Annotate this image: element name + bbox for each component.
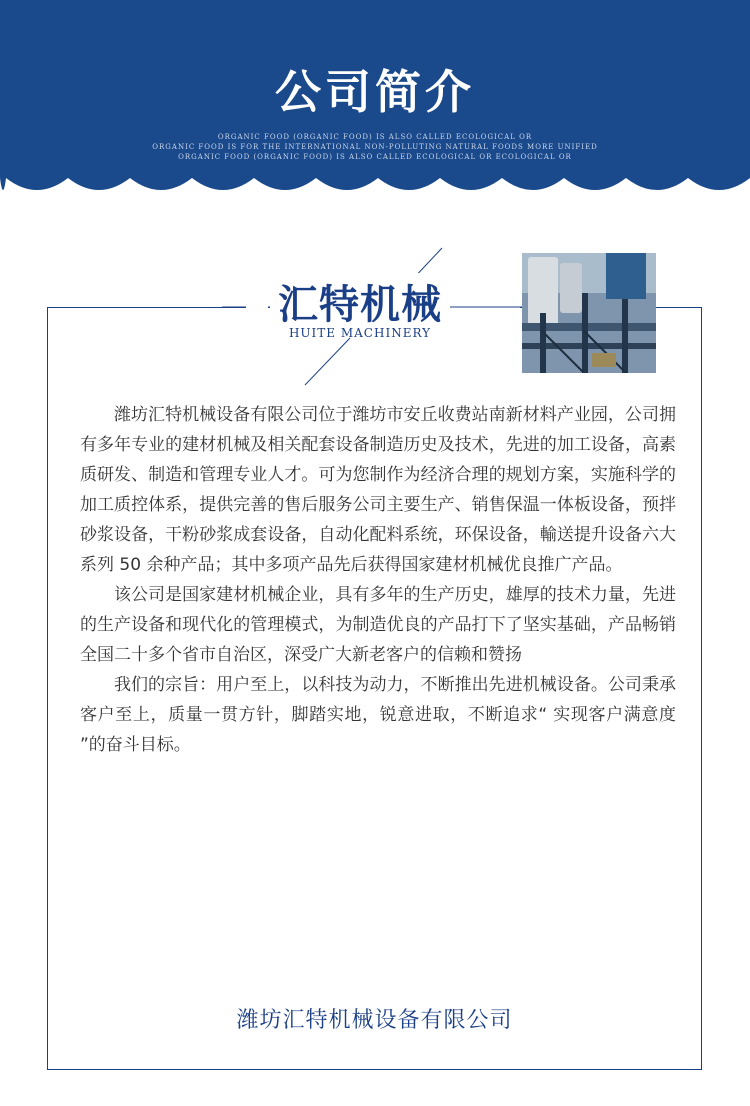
intro-paragraph: 该公司是国家建材机械企业，具有多年的生产历史，雄厚的技术力量，先进的生产设备和现代化的管理模式，为制造优良的产品打下了坚实基础，产品畅销全国二十多个省市自治区，深受广大新老客户的信赖和赞扬 [80, 585, 676, 665]
section-heading: 汇特机械 [270, 273, 450, 330]
banner-subtitle-line: ORGANIC FOOD (ORGANIC FOOD) IS ALSO CALLED ECOLOGICAL OR [217, 133, 533, 141]
industrial-plant-photo [522, 253, 656, 373]
company-name-footer: 潍坊汇特机械设备有限公司 [236, 1008, 513, 1033]
section-subheading: HUITE MACHINERY [288, 326, 432, 340]
intro-paragraph: 潍坊汇特机械设备有限公司位于潍坊市安丘收费站南新材料产业园，公司拥有多年专业的建材机械及相关配套设备制造历史及技术，先进的加工设备，高素质研发、制造和管理专业人才。可为您制作为经济合理的规划方案，实施科学的加工质控体系，提供完善的售后服务公司主要生产、销售保温一体板设备，预拌砂浆设备，干粉砂浆成套设备，自动化配料系统，环保设备，輸送提升设备六大系列 50 余种产品；其中多项产品先后获得国家建材机械优良推广产品。 [80, 405, 676, 575]
intro-paragraph: 我们的宗旨：用户至上，以科技为动力，不断推出先进机械设备。公司秉承客户至上，质量一贯方针，脚踏实地，锐意进取，不断追求“ 实现客户满意度 ”的奋斗目标。 [80, 675, 676, 755]
company-introduction [80, 400, 676, 760]
banner-subtitle-line: ORGANIC FOOD IS FOR THE INTERNATIONAL NON-POLLUTING NATURAL FOODS MORE UNIFIED [152, 143, 598, 151]
banner-subtitle-line: ORGANIC FOOD (ORGANIC FOOD) IS ALSO CALLED ECOLOGICAL OR ECOLOGICAL OR [178, 153, 572, 161]
industrial-plant-image [522, 253, 656, 373]
page-title: 公司简介 [275, 65, 475, 119]
